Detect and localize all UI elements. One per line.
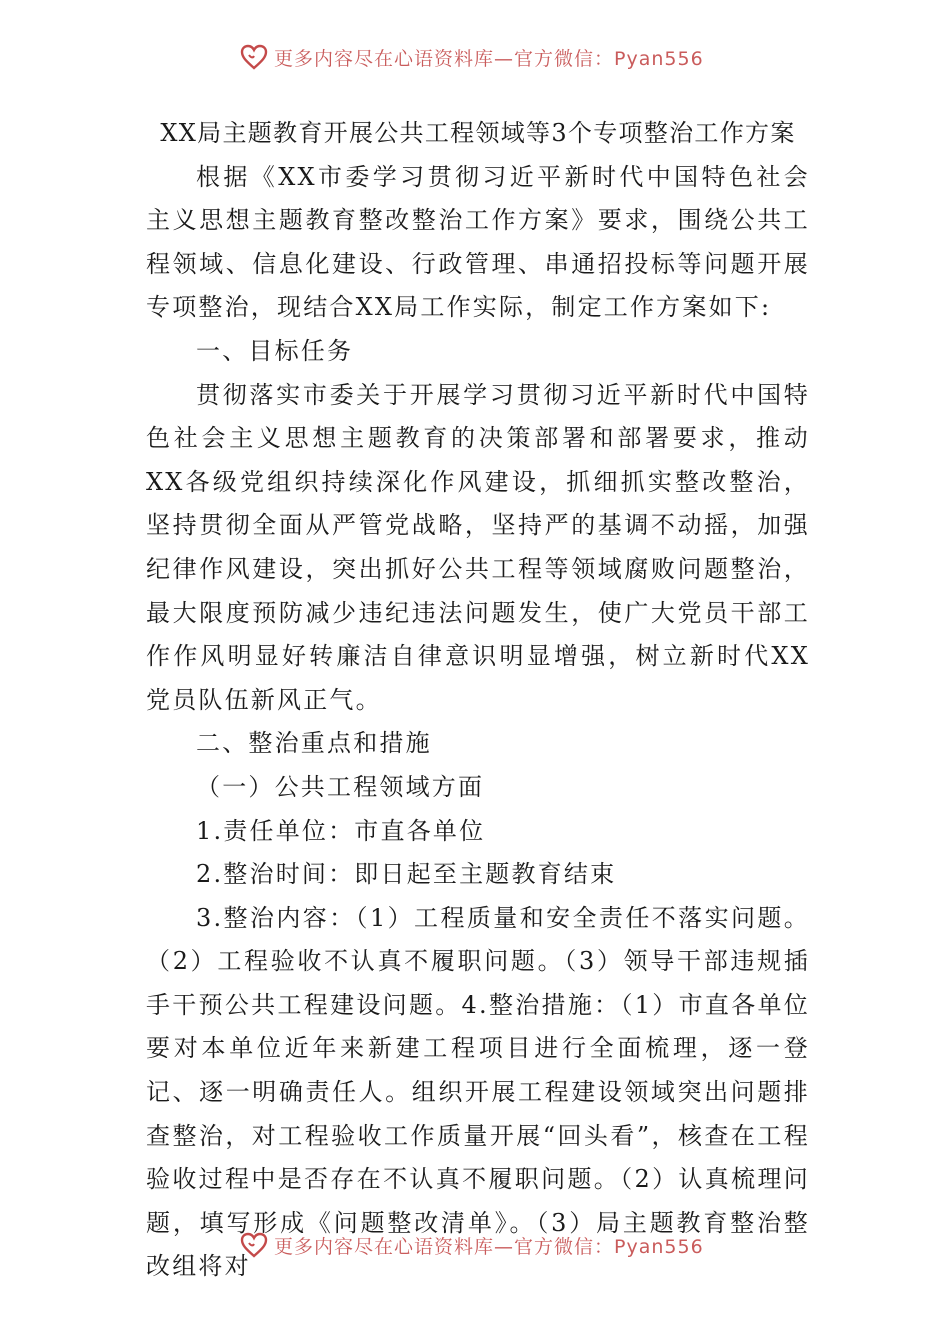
watermark-text: 更多内容尽在心语资料库—官方微信：Pyan556 [274,47,704,70]
watermark-footer [240,1228,720,1262]
heart-logo-icon [240,43,268,71]
heart-logo-icon [240,1231,268,1259]
item-rectification-content: 3.整治内容：（1）工程质量和安全责任不落实问题。（2）工程验收不认真不履职问题。（3）领导干部违规插手干预公共工程建设问题。4.整治措施：（1）市直各单位要对本单位近年来新建工程项目进行全面梳理，逐一登记、逐一明确责任人。组织开展工程建设领域突出问题排查整治，对工程验收工作质量开展“回头看”，核查在工程验收过程中是否存在不认真不履职问题。（2）认真梳理问题，填写形成《问题整改清单》。（3）局主题教育整治整改组将对 [146,903,810,1281]
item-rectification-time: 2.整治时间：即日起至主题教育结束 [196,860,617,889]
section-heading-measures: 二、整治重点和措施 [196,729,432,758]
section-heading-goals: 一、目标任务 [196,336,354,365]
document-body [146,112,810,1289]
watermark-header [240,40,720,74]
goals-paragraph: 贯彻落实市委关于开展学习贯彻习近平新时代中国特色社会主义思想主题教育的决策部署和部署要求，推动XX各级党组织持续深化作风建设，抓细抓实整改整治，坚持贯彻全面从严管党战略，坚持严的基调不动摇，加强纪律作风建设，突出抓好公共工程等领域腐败问题整治，最大限度预防减少违纪违法问题发生，使广大党员干部工作作风明显好转廉洁自律意识明显增强，树立新时代XX党员队伍新风正气。 [146,380,810,714]
item-responsible-unit: 1.责任单位：市直各单位 [196,816,486,845]
document-title: XX局主题教育开展公共工程领域等3个专项整治工作方案 [160,119,796,147]
watermark-text: 更多内容尽在心语资料库—官方微信：Pyan556 [274,1235,704,1258]
intro-paragraph: 根据《XX市委学习贯彻习近平新时代中国特色社会主义思想主题教育整改整治工作方案》要求，围绕公共工程领域、信息化建设、行政管理、串通招投标等问题开展专项整治，现结合XX局工作实际，制定工作方案如下: [146,162,810,322]
subsection-heading-public-works: （一）公共工程领域方面 [196,772,485,801]
